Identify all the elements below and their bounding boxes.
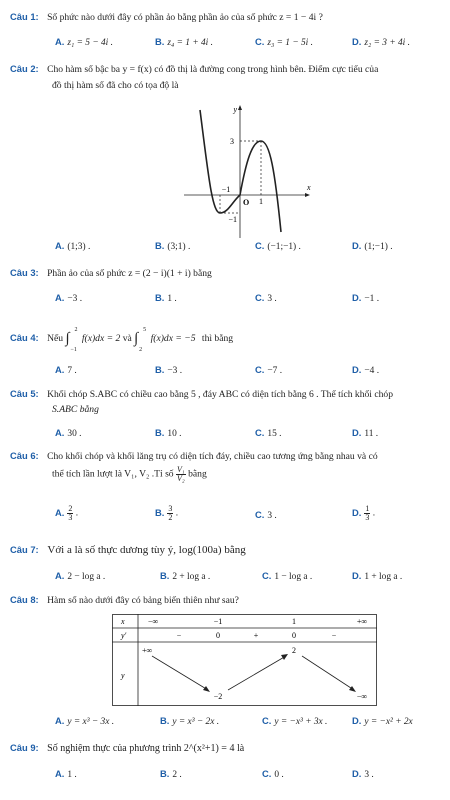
x-axis-label: x (307, 183, 311, 192)
sign: − (331, 631, 337, 640)
option-b[interactable]: B. (3;1) . (155, 240, 191, 252)
question-number: Câu 3: (10, 267, 39, 278)
question-text: Cho khối chóp và khối lăng trụ có diện tích đáy, chiều cao tương ứng bằng nhau và có (47, 451, 378, 462)
y-bottom-right: −∞ (356, 692, 368, 701)
option-d[interactable]: D. 1 + log a . (352, 570, 403, 582)
table-y-label: y (121, 671, 125, 680)
option-d[interactable]: D. $\frac{1}{3}$ . (352, 504, 376, 522)
option-d[interactable]: D. z₂ = 3 + 4i . (352, 36, 410, 48)
question-1 (10, 10, 323, 24)
option-b[interactable]: B. 1 . (155, 292, 177, 304)
integral-2-expr: f(x)dx = −5 (150, 333, 196, 344)
option-a[interactable]: A. $\frac{2}{3}$ . (55, 504, 79, 522)
option-b[interactable]: B. y = x³ − 2x . (160, 715, 220, 727)
ratio-fraction: $\frac{\text{V₁}}{\text{V₂}}$ (177, 465, 185, 483)
tick-1: 1 (259, 197, 263, 206)
table-x-label: x (121, 617, 125, 626)
integral-1: ∫ 2 −1 (65, 327, 78, 353)
x-val: −1 (213, 617, 223, 626)
variation-table (112, 614, 377, 706)
tick-3: 3 (230, 137, 234, 146)
question-text: Khối chóp S.ABC có chiều cao bằng 5 , đáy ABC có diện tích bằng 6 . Thể tích khối chóp (47, 389, 393, 400)
question-8 (10, 593, 239, 607)
question-number: Câu 2: (10, 63, 39, 74)
table-yprime-label: y′ (121, 631, 127, 640)
question-text-prefix: Nếu (47, 333, 64, 344)
question-text-line2: thể tích lần lượt là V₁, V₂ .Tỉ số $\frac{\text{V₁}}{\text{V₂}}$ bằng (52, 465, 207, 483)
question-number: Câu 5: (10, 388, 39, 399)
option-c[interactable]: C. 3 . (255, 509, 277, 521)
option-d[interactable]: D. (1;−1) . (352, 240, 393, 252)
option-b[interactable]: B. $\frac{3}{2}$ . (155, 504, 179, 522)
question-text-suffix: thì bằng (201, 333, 234, 344)
option-c[interactable]: C. 3 . (255, 292, 277, 304)
y-max: 2 (292, 646, 296, 655)
option-b[interactable]: B. 2 . (160, 768, 182, 780)
cubic-graph (180, 102, 315, 240)
sign: 0 (216, 631, 220, 640)
question-9 (10, 741, 244, 755)
question-number: Câu 7: (10, 544, 39, 555)
option-c[interactable]: C. 1 − log a . (262, 570, 313, 582)
option-a[interactable]: A. 2 − log a . (55, 570, 106, 582)
conjunction: và (122, 333, 132, 344)
question-text: Với a là số thực dương tùy ý, log(100a) bằng (47, 544, 246, 556)
option-b[interactable]: B. 2 + log a . (160, 570, 211, 582)
y-axis-label: y (233, 105, 237, 114)
question-3 (10, 266, 212, 280)
option-c[interactable]: C. z₃ = 1 − 5i . (255, 36, 313, 48)
sign: − (176, 631, 182, 640)
x-val: −∞ (148, 617, 159, 626)
question-text: Phần ảo của số phức z = (2 − i)(1 + i) bằng (47, 268, 212, 279)
question-text: Hàm số nào dưới đây có bảng biến thiên như sau? (47, 595, 239, 606)
sign: 0 (292, 631, 296, 640)
question-7 (10, 543, 246, 557)
option-c[interactable]: C. 0 . (262, 768, 284, 780)
option-c[interactable]: C. −7 . (255, 364, 283, 376)
question-2 (10, 62, 445, 76)
option-b[interactable]: B. −3 . (155, 364, 183, 376)
option-a[interactable]: A. 1 . (55, 768, 77, 780)
question-text: Số phức nào dưới đây có phần ảo bằng phần ảo của số phức z = 1 − 4i ? (47, 12, 323, 23)
question-text-line2: đồ thị hàm số đã cho có tọa độ là (52, 80, 179, 91)
option-c[interactable]: C. y = −x³ + 3x . (262, 715, 328, 727)
y-min: −2 (213, 692, 223, 701)
option-d[interactable]: D. −4 . (352, 364, 380, 376)
question-number: Câu 6: (10, 450, 39, 461)
question-5 (10, 387, 445, 401)
question-text: Cho hàm số bậc ba y = f(x) có đồ thị là đường cong trong hình bên. Điểm cực tiểu của (47, 64, 379, 75)
option-b[interactable]: B. z₄ = 1 + 4i . (155, 36, 213, 48)
curve (200, 110, 281, 232)
option-a[interactable]: A. 7 . (55, 364, 77, 376)
x-val: 1 (292, 617, 296, 626)
option-d[interactable]: D. y = −x² + 2x (352, 715, 413, 727)
integral-1-expr: f(x)dx = 2 (81, 333, 121, 344)
tick-minus1-x: −1 (221, 185, 231, 194)
option-a[interactable]: A. 30 . (55, 427, 82, 439)
option-b[interactable]: B. 10 . (155, 427, 182, 439)
option-a[interactable]: A. (1;3) . (55, 240, 91, 252)
x-val: +∞ (356, 617, 368, 626)
option-d[interactable]: D. −1 . (352, 292, 380, 304)
y-top-left: +∞ (142, 646, 153, 655)
option-d[interactable]: D. 11 . (352, 427, 379, 439)
tick-minus1-y: −1 (228, 215, 237, 224)
option-a[interactable]: A. y = x³ − 3x . (55, 715, 115, 727)
question-number: Câu 4: (10, 332, 39, 343)
question-text-line2: S.ABC bằng (52, 404, 99, 415)
question-number: Câu 9: (10, 742, 39, 753)
origin-label: O (243, 198, 250, 207)
option-d[interactable]: D. 3 . (352, 768, 374, 780)
question-number: Câu 8: (10, 594, 39, 605)
question-number: Câu 1: (10, 11, 39, 22)
option-a[interactable]: A. z₁ = 5 − 4i . (55, 36, 113, 48)
option-c[interactable]: C. (−1;−1) . (255, 240, 301, 252)
sign: + (253, 631, 259, 640)
question-text: Số nghiệm thực của phương trình 2^(x²+1) = 4 là (47, 743, 245, 754)
question-6 (10, 449, 445, 463)
option-c[interactable]: C. 15 . (255, 427, 282, 439)
question-4 (10, 327, 234, 353)
integral-2: ∫ 5 2 (134, 327, 147, 353)
option-a[interactable]: A. −3 . (55, 292, 83, 304)
